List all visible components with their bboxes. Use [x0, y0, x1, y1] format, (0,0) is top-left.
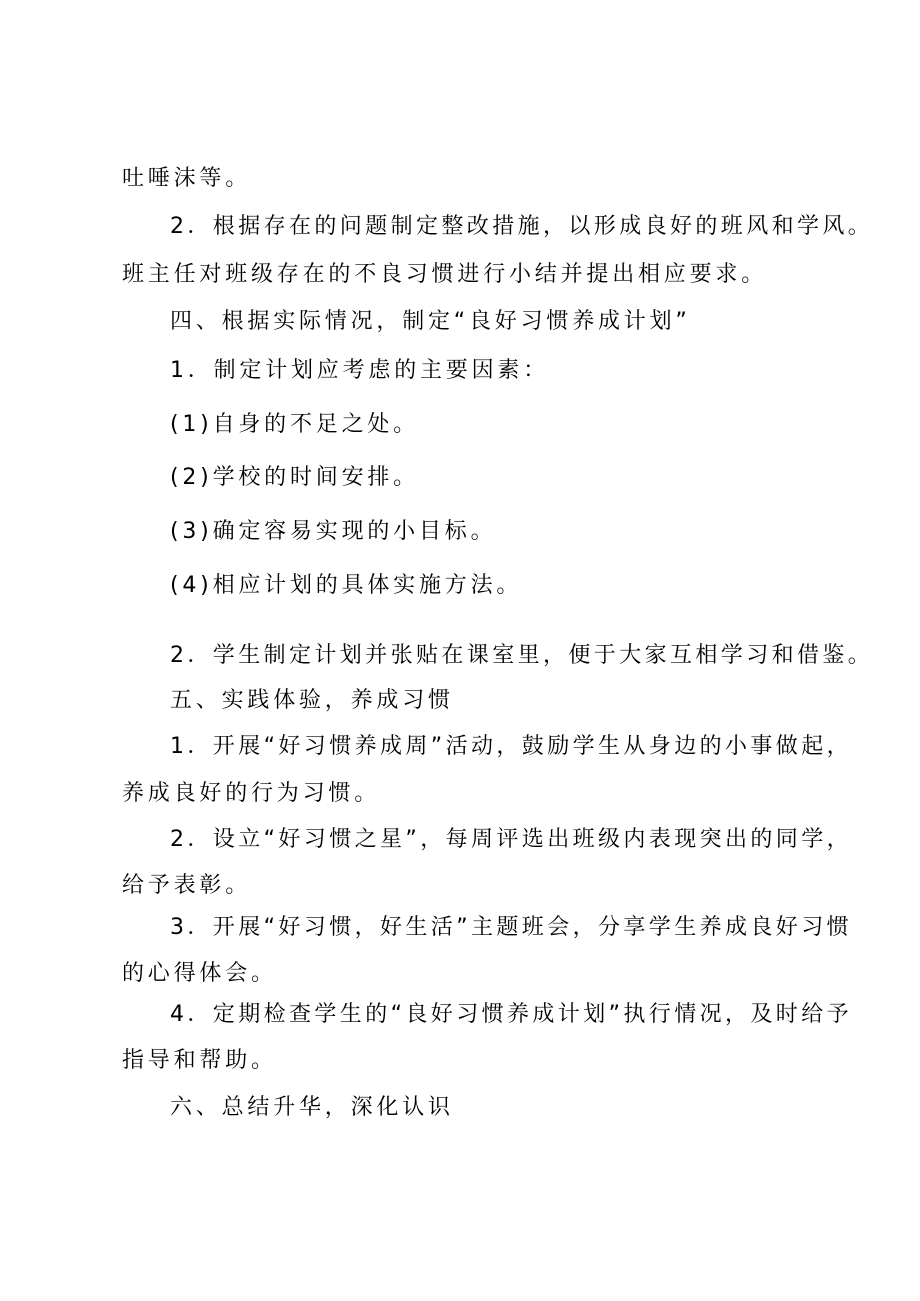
list-item-4: (4)相应计划的具体实施方法。	[170, 573, 523, 598]
paragraph-line-activity-3a: 3．开展“好习惯，好生活”主题班会，分享学生养成良好习惯	[170, 915, 852, 940]
section-heading-6: 六、总结升华，深化认识	[170, 1095, 454, 1120]
paragraph-line-activity-4a: 4．定期检查学生的“良好习惯养成计划”执行情况，及时给予	[170, 1002, 852, 1027]
paragraph-line-activity-2a: 2．设立“好习惯之星”，每周评选出班级内表现突出的同学，	[170, 827, 852, 852]
list-item-2: (2)学校的时间安排。	[170, 465, 419, 490]
paragraph-line-3: 班主任对班级存在的不良习惯进行小结并提出相应要求。	[122, 262, 768, 287]
paragraph-line-activity-4b: 指导和帮助。	[122, 1048, 277, 1073]
section-heading-4: 四、根据实际情况，制定“良好习惯养成计划”	[170, 309, 691, 334]
paragraph-line-1: 吐唾沫等。	[122, 166, 252, 191]
paragraph-line-activity-1b: 养成良好的行为习惯。	[122, 781, 381, 806]
list-heading: 1．制定计划应考虑的主要因素：	[170, 358, 549, 383]
section-heading-5: 五、实践体验，养成习惯	[170, 688, 454, 713]
list-item-1: (1)自身的不足之处。	[170, 412, 419, 437]
paragraph-line-activity-2b: 给予表彰。	[122, 873, 252, 898]
paragraph-line-2: 2．根据存在的问题制定整改措施，以形成良好的班风和学风。	[170, 214, 874, 239]
paragraph-line-plan-posting: 2．学生制定计划并张贴在课室里，便于大家互相学习和借鉴。	[170, 643, 874, 668]
paragraph-line-activity-1a: 1．开展“好习惯养成周”活动，鼓励学生从身边的小事做起，	[170, 734, 852, 759]
paragraph-line-activity-3b: 的心得体会。	[122, 961, 277, 986]
list-item-3: (3)确定容易实现的小目标。	[170, 519, 497, 544]
